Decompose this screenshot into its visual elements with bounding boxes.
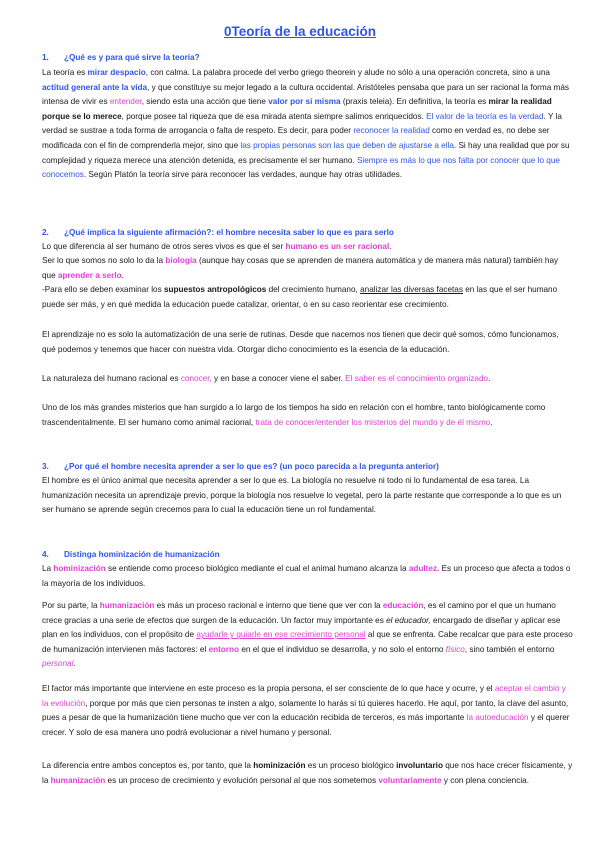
section-heading-text: ¿Qué implica la siguiente afirmación?: el hombre necesita saber lo que es para serlo [64, 228, 394, 237]
section-heading-text: Distinga hominización de humanización [64, 550, 220, 559]
section-number: 2. [42, 228, 49, 237]
section-2-paragraph-6: Uno de los más grandes misterios que han surgido a lo largo de los tiempos ha sido en relación con el hombre, tanto biológicamente como trascendentalmente. El ser humano como animal racional, trata de conocer/entender los misterios del mundo y de él mismo. [42, 403, 546, 427]
section-4-paragraph-4: La diferencia entre ambos conceptos es, por tanto, que la hominización es un proceso biológico involuntario que nos hace crecer físicamente, y la humanización es un proceso de crecimiento y evolución personal al que nos sometemos voluntariamente y con plena conciencia. [42, 761, 573, 785]
document-title: 0Teoría de la educación [223, 24, 377, 39]
section-2-paragraph-3: -Para ello se deben examinar los supuestos antropológicos del crecimiento humano, analizar las diversas facetas en las que el ser humano puede ser más, y en qué medida la educación puede catalizar, orientar, o en su caso reorientar ese crecimiento. [42, 285, 558, 309]
section-heading-text: ¿Qué es y para qué sirve la teoría? [64, 53, 200, 62]
section-2-paragraph-1: Lo que diferencia al ser humano de otros seres vivos es que el ser humano es un ser racional. [42, 242, 392, 251]
section-3-paragraph: El hombre es el único animal que necesita aprender a ser lo que es. La biología no resuelve ni todo ni lo fundamental de esa tarea. La humanización necesita un aprendizaje previo, porque la biología nos resuelve lo vegetal, pero la parte restante que corresponde a lo que es un ser humano se aprende según crecemos para lo cual la educación tiene un rol fundamental. [42, 476, 562, 515]
section-2-heading [42, 226, 573, 241]
section-1-heading [42, 51, 573, 66]
section-number: 4. [42, 550, 49, 559]
section-2-paragraph-5: La naturaleza del humano racional es conocer, y en base a conocer viene el saber. El saber es el conocimiento organizado. [42, 374, 491, 383]
section-2-paragraph-4: El aprendizaje no es solo la automatización de una serie de rutinas. Desde que nacemos nos tienen que decir qué somos, cómo funcionamos, qué podemos y tenemos que hacer con nuestra vida. Otorgar dicho conocimiento es la esencia de la educación. [42, 330, 559, 354]
section-number: 3. [42, 462, 49, 471]
section-number: 1. [42, 53, 49, 62]
section-2-paragraph-2: Ser lo que somos no solo lo da la biología (aunque hay cosas que se aprenden de manera automática y de manera más natural) también hay que aprender a serlo. [42, 256, 559, 280]
section-4-paragraph-2: Por su parte, la humanización es más un proceso racional e interno que tiene que ver con la educación, es el camino por el que un humano crece gracias a una serie de efectos que surgen de la educación. Un factor muy importante es el educador, encargado de diseñar y aplicar ese plan en los individuos, con el propósito de ayudarle y guiarle en ese crecimiento personal al que se enfrenta. Cabe recalcar que para este proceso de humanización intervienen más factores: el entorno en el que el individuo se desarrolla, y no solo el entorno físico, sino también el entorno personal. [42, 601, 573, 669]
section-heading-text: ¿Por qué el hombre necesita aprender a ser lo que es? (un poco parecida a la pregunta anterior) [64, 462, 439, 471]
section-1-paragraph: La teoría es mirar despacio, con calma. La palabra procede del verbo griego theorein y alude no sólo a una operación concreta, sino a una actitud general ante la vida, y que constituye su mejor legado a la cultura occidental. Aristóteles pensaba que para un ser racional la forma más intensa de vivir es entender, siendo esta una acción que tiene valor por sí misma (praxis teleia). En definitiva, la teoría es mirar la realidad porque se lo merece, porque posee tal riqueza que de esa mirada atenta siempre salimos enriquecidos. El valor de la teoría es la verdad. Y la verdad se sustrae a toda forma de arrogancia o falta de respeto. Es decir, para poder reconocer la realidad como en verdad es, no debe ser modificada con el fin de comprenderla mejor, sino que las propias personas son las que deben de ajustarse a ella. Si hay una realidad que por su complejidad y riqueza merece una atención detenida, es precisamente el ser humano. Siempre es más lo que nos falta por conocer que lo que conocemos. Según Platón la teoría sirve para reconocer las verdades, aunque hay otras utilidades. [42, 68, 570, 180]
section-3-heading [42, 460, 573, 475]
section-4-paragraph-3: El factor más importante que interviene en este proceso es la propia persona, el ser consciente de lo que hace y ocurre, y el aceptar el cambio y la evolución, porque por más que cien personas te insten a algo, solamente lo harás si tú quieres hacerlo. He aquí, por tanto, la clave del asunto, pues a pesar de que la humanización tiene mucho que ver con la educación recibida de terceros, es más importante la autoeducación y el querer crecer. Y solo de esa manera uno podrá evolucionar a nivel humano y personal. [42, 684, 570, 737]
section-4-heading [42, 548, 573, 563]
section-4-paragraph-1: La hominización se entiende como proceso biológico mediante el cual el animal humano alcanza la adultez. Es un proceso que afecta a todos o la mayoría de los individuos. [42, 564, 571, 588]
